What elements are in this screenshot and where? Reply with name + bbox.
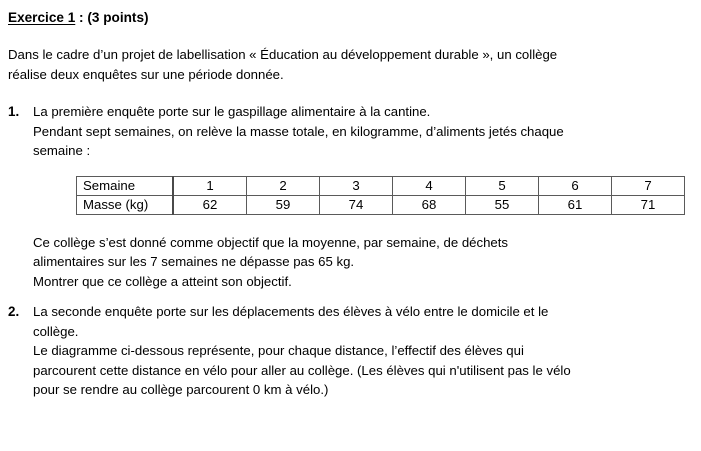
table-cell-mass: 62 (173, 195, 247, 214)
table-cell-week: 6 (539, 176, 612, 195)
question-2-line-5: pour se rendre au collège parcourent 0 km à vélo.) (33, 382, 329, 397)
weekly-waste-table (76, 176, 685, 215)
page-title (8, 9, 693, 26)
table-header-semaine: Semaine (77, 176, 174, 195)
question-1-objective (8, 233, 693, 292)
question-2-line-4: parcourent cette distance en vélo pour aller au collège. (Les élèves qui n'utilisent pas le vélo (33, 362, 571, 378)
table-cell-week: 2 (247, 176, 320, 195)
table-cell-week: 1 (173, 176, 247, 195)
table-cell-mass: 59 (247, 195, 320, 214)
spacer (8, 84, 693, 102)
spacer (8, 161, 693, 176)
question-1-line-3: semaine : (33, 143, 91, 158)
table-cell-mass: 55 (466, 195, 539, 214)
exercise-title-points: : (3 points) (75, 10, 149, 25)
question-1-number: 1. (8, 104, 20, 119)
table-cell-week: 3 (320, 176, 393, 195)
spacer (8, 215, 693, 233)
table-cell-mass: 74 (320, 195, 393, 214)
data-table-container (8, 176, 693, 215)
table-cell-week: 4 (393, 176, 466, 195)
question-1 (8, 102, 693, 161)
objective-line-1: Ce collège s’est donné comme objectif que la moyenne, par semaine, de déchets (33, 234, 509, 250)
intro-line-1: Dans le cadre d’un projet de labellisation « Éducation au développement durable », un collège (8, 47, 558, 62)
spacer (8, 291, 693, 302)
table-header-masse: Masse (kg) (77, 195, 174, 214)
objective-line-3: Montrer que ce collège a atteint son objectif. (33, 273, 292, 289)
intro-paragraph (8, 45, 688, 84)
table-row-masses (77, 195, 685, 214)
question-1-line-1: La première enquête porte sur le gaspillage alimentaire à la cantine. (33, 104, 431, 119)
table-cell-week: 7 (612, 176, 685, 195)
question-2 (8, 302, 693, 400)
question-1-line-2: Pendant sept semaines, on relève la masse totale, en kilogramme, d’aliments jetés chaque (33, 123, 564, 139)
table-row-weeks (77, 176, 685, 195)
table-cell-mass: 68 (393, 195, 466, 214)
table-cell-mass: 61 (539, 195, 612, 214)
spacer (8, 26, 693, 45)
question-2-line-2: collège. (33, 323, 79, 339)
objective-line-2: alimentaires sur les 7 semaines ne dépasse pas 65 kg. (33, 254, 355, 269)
question-2-line-3: Le diagramme ci-dessous représente, pour chaque distance, l’effectif des élèves qui (33, 343, 524, 358)
exercise-title-underlined: Exercice 1 (8, 10, 76, 25)
question-2-number: 2. (8, 304, 20, 319)
intro-line-2: réalise deux enquêtes sur une période donnée. (8, 66, 284, 82)
table-cell-mass: 71 (612, 195, 685, 214)
table-cell-week: 5 (466, 176, 539, 195)
question-2-line-1: La seconde enquête porte sur les déplacements des élèves à vélo entre le domicile et le (33, 304, 549, 319)
